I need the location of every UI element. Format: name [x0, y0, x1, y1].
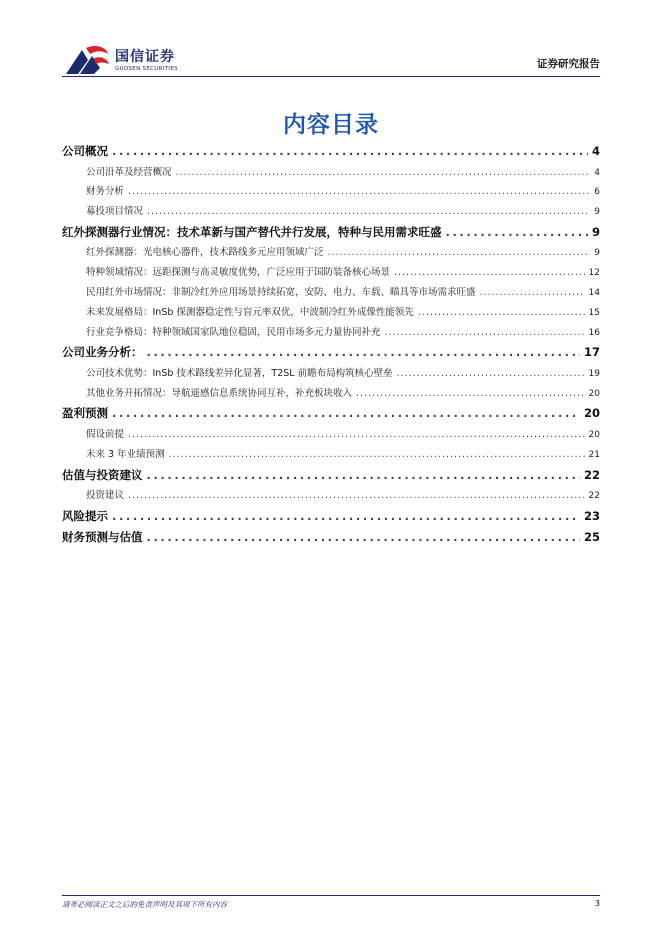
- toc-dot-leader: [397, 364, 585, 384]
- toc-entry-subsection[interactable]: [62, 445, 600, 465]
- toc-entry-subsection[interactable]: [62, 283, 600, 303]
- toc-dot-leader: [147, 342, 580, 364]
- toc-title: 内容目录: [283, 112, 379, 138]
- toc-dot-leader: [328, 243, 591, 263]
- toc-entry-title: 红外探测器：光电核心器件，技术路线多元应用领域广泛: [86, 247, 324, 259]
- toc-entry-page: 25: [583, 530, 600, 545]
- toc-entry-title: 盈利预测: [62, 406, 108, 421]
- toc-entry-page: 6: [594, 187, 600, 198]
- toc-entry-title: 财务分析: [86, 186, 125, 198]
- toc-entry-section[interactable]: [62, 222, 600, 244]
- toc-entry-title: 公司沿革及经营概况: [86, 166, 172, 178]
- guosen-logo-icon: [64, 44, 110, 78]
- toc-entry-title: 风险提示: [62, 508, 108, 523]
- toc-entry-subsection[interactable]: [62, 202, 600, 222]
- toc-entry-page: 20: [588, 388, 600, 399]
- toc-entry-page: 15: [588, 307, 600, 318]
- table-of-contents: [62, 141, 600, 549]
- toc-dot-leader: [112, 141, 588, 163]
- toc-entry-page: 17: [583, 345, 600, 360]
- toc-entry-page: 9: [594, 248, 600, 259]
- toc-entry-subsection[interactable]: [62, 243, 600, 263]
- footer-disclaimer: 请务必阅读正文之后的免责声明及其项下所有内容: [62, 900, 227, 909]
- toc-entry-subsection[interactable]: [62, 163, 600, 183]
- toc-entry-title: 未来发展格局：InSb 探测器稳定性与盲元率双优，中波制冷红外成像性能领先: [86, 306, 414, 318]
- toc-entry-subsection[interactable]: [62, 303, 600, 323]
- toc-entry-page: 16: [588, 327, 600, 338]
- toc-entry-section[interactable]: [62, 403, 600, 425]
- toc-entry-section[interactable]: [62, 527, 600, 549]
- toc-dot-leader: [147, 202, 590, 222]
- toc-entry-page: 4: [594, 167, 600, 178]
- toc-entry-section[interactable]: [62, 141, 600, 163]
- toc-dot-leader: [112, 403, 580, 425]
- toc-entry-subsection[interactable]: [62, 425, 600, 445]
- toc-dot-leader: [112, 506, 580, 528]
- toc-entry-page: 22: [583, 467, 600, 482]
- page-header: [0, 0, 662, 90]
- toc-entry-title: 投资建议: [86, 490, 125, 502]
- toc-entry-page: 23: [583, 508, 600, 523]
- toc-dot-leader: [147, 527, 580, 549]
- toc-entry-page: 19: [588, 368, 600, 379]
- toc-dot-leader: [176, 163, 591, 183]
- toc-entry-page: 22: [588, 491, 600, 502]
- toc-dot-leader: [147, 465, 580, 487]
- toc-entry-title: 估值与投资建议: [62, 467, 143, 482]
- toc-entry-page: 9: [591, 224, 600, 239]
- toc-entry-title: 公司技术优势：InSb 技术路线差异化显著，T2SL 前瞻布局构筑核心壁垒: [86, 367, 393, 379]
- toc-dot-leader: [128, 486, 585, 506]
- toc-dot-leader: [385, 323, 585, 343]
- toc-entry-subsection[interactable]: [62, 384, 600, 404]
- toc-entry-section[interactable]: [62, 506, 600, 528]
- guosen-logo: [64, 44, 204, 80]
- toc-dot-leader: [418, 303, 585, 323]
- toc-entry-page: 20: [583, 406, 600, 421]
- toc-entry-title: 其他业务开拓情况：导航遥感信息系统协同互补，补充板块收入: [86, 387, 353, 399]
- page-number: 3: [594, 899, 600, 908]
- toc-entry-title: 财务预测与估值: [62, 530, 143, 545]
- toc-entry-title: 公司概况: [62, 144, 108, 158]
- toc-dot-leader: [128, 425, 585, 445]
- brand-name-en: GUOSEN SECURITIES: [115, 66, 178, 72]
- header-divider: [62, 76, 600, 77]
- brand-name-cn: 国信证券: [115, 49, 175, 65]
- toc-entry-page: 14: [588, 287, 600, 298]
- toc-entry-section[interactable]: [62, 465, 600, 487]
- toc-entry-title: 特种领域情况：远距探测与高灵敏度优势，广泛应用于国防装备核心场景: [86, 267, 391, 279]
- toc-entry-page: 9: [594, 207, 600, 218]
- toc-entry-title: 民用红外市场情况：非制冷红外应用场景持续拓宽，安防、电力、车载、瞄具等市场需求旺盛: [86, 286, 476, 298]
- toc-entry-page: 12: [588, 268, 600, 279]
- toc-entry-page: 4: [591, 144, 600, 158]
- toc-dot-leader: [394, 263, 585, 283]
- toc-dot-leader: [480, 283, 585, 303]
- toc-entry-subsection[interactable]: [62, 486, 600, 506]
- toc-entry-title: 行业竞争格局：特种领域国家队地位稳固，民用市场多元力量协同补充: [86, 326, 381, 338]
- toc-entry-section[interactable]: [62, 342, 600, 364]
- toc-entry-subsection[interactable]: [62, 323, 600, 343]
- toc-dot-leader: [169, 445, 585, 465]
- toc-entry-title: 公司业务分析：: [62, 345, 143, 360]
- toc-dot-leader: [446, 222, 588, 244]
- toc-entry-subsection[interactable]: [62, 263, 600, 283]
- toc-dot-leader: [128, 182, 590, 202]
- toc-entry-title: 募投项目情况: [86, 206, 144, 218]
- toc-entry-page: 21: [588, 449, 600, 460]
- toc-entry-subsection[interactable]: [62, 182, 600, 202]
- footer-divider: [62, 895, 600, 896]
- toc-entry-subsection[interactable]: [62, 364, 600, 384]
- toc-entry-page: 20: [588, 429, 600, 440]
- toc-entry-title: 未来 3 年业绩预测: [86, 448, 165, 460]
- toc-entry-title: 红外探测器行业情况：技术革新与国产替代并行发展，特种与民用需求旺盛: [62, 224, 442, 239]
- report-type-label: 证券研究报告: [537, 58, 600, 70]
- toc-entry-title: 假设前提: [86, 428, 125, 440]
- toc-dot-leader: [356, 384, 585, 404]
